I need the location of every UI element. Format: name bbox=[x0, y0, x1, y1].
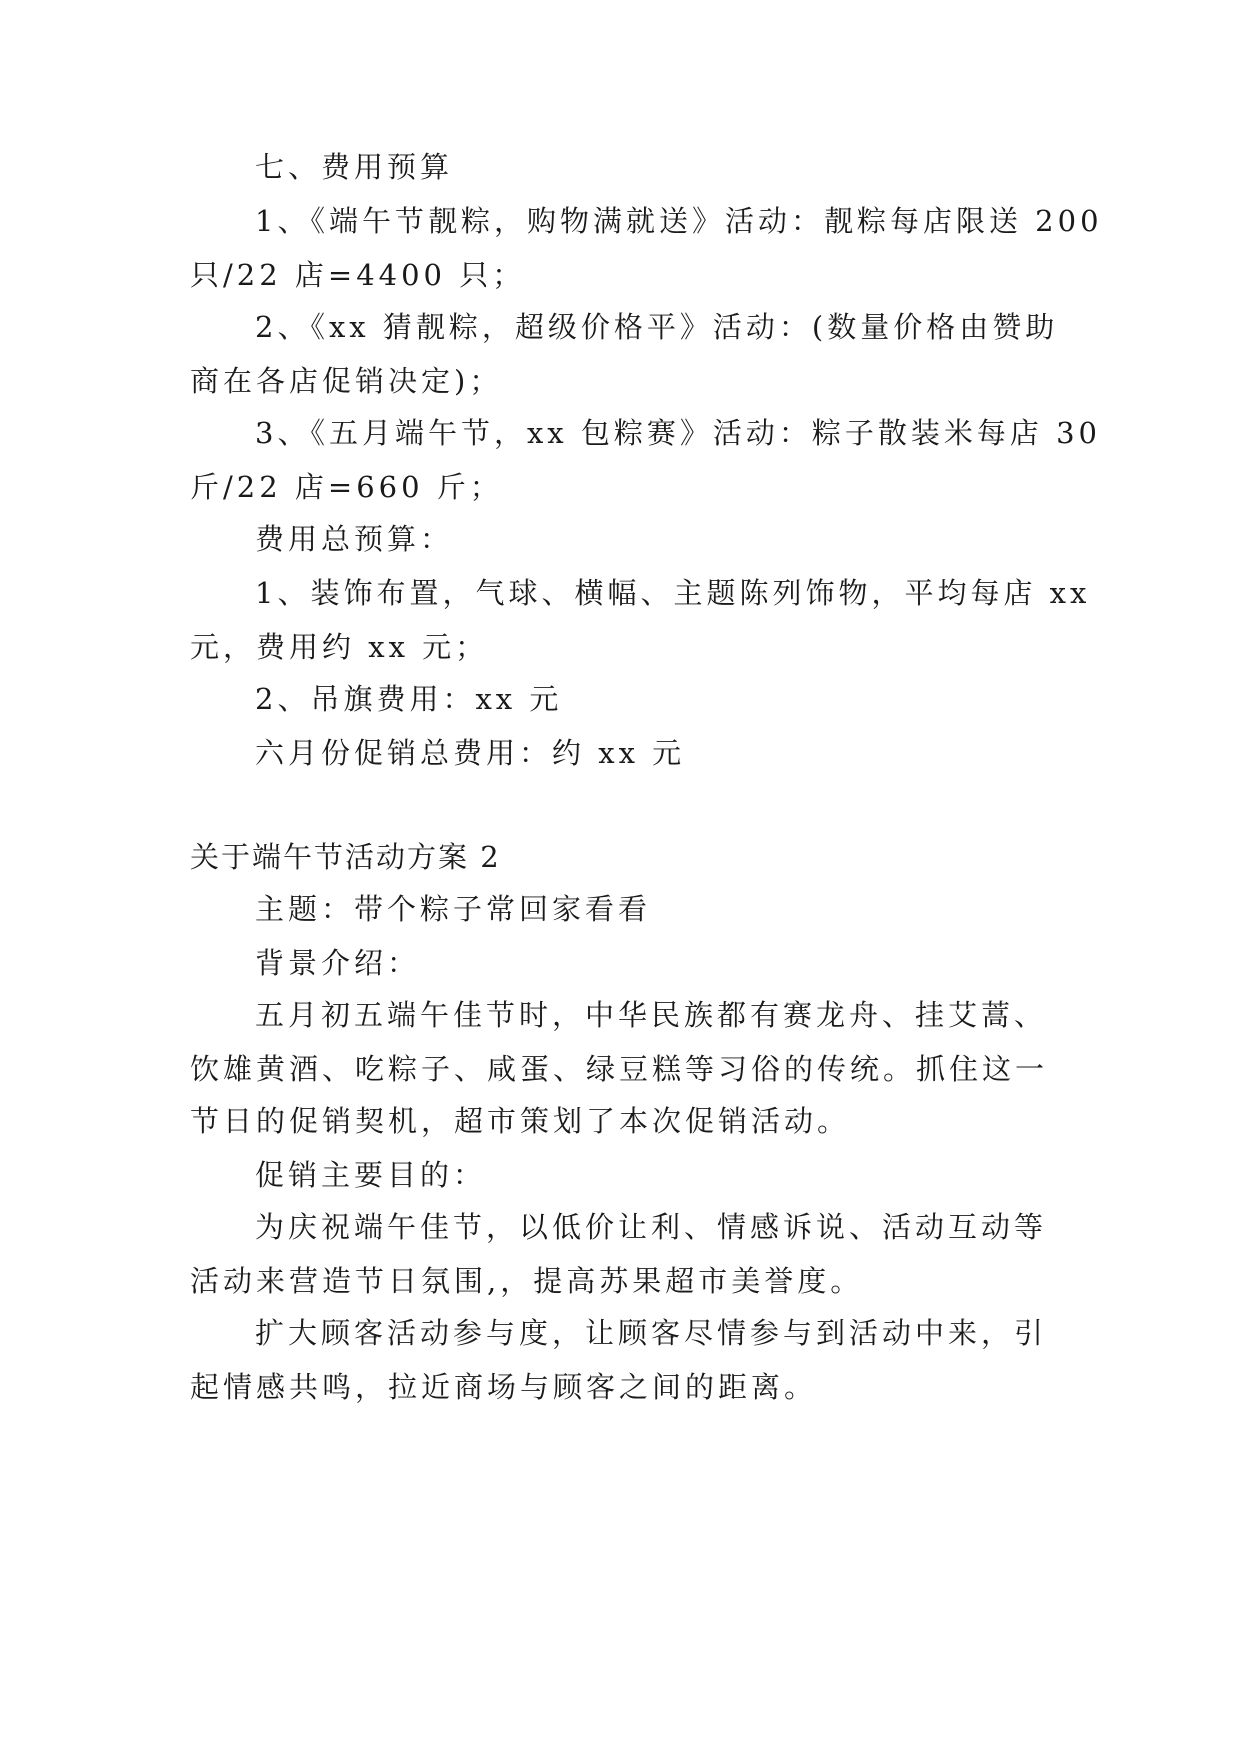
budget-item-1-line-2: 只/22 店=4400 只； bbox=[190, 258, 526, 292]
section-heading-budget: 七、费用预算 bbox=[255, 150, 454, 184]
purpose-2-line-2: 起情感共鸣，拉近商场与顾客之间的距离。 bbox=[190, 1370, 818, 1404]
cost-item-1-line-2: 元，费用约 xx 元； bbox=[190, 630, 489, 664]
purpose-1-line-2: 活动来营造节日氛围,，提高苏果超市美誉度。 bbox=[190, 1264, 864, 1298]
purpose-heading: 促销主要目的： bbox=[255, 1158, 487, 1192]
background-line-2: 饮雄黄酒、吃粽子、咸蛋、绿豆糕等习俗的传统。抓住这一 bbox=[190, 1052, 1049, 1086]
budget-item-3-line-1: 3、《五月端午节，xx 包粽赛》活动：粽子散装米每店 30 bbox=[255, 416, 1101, 450]
purpose-1-line-1: 为庆祝端午佳节，以低价让利、情感诉说、活动互动等 bbox=[255, 1210, 1048, 1244]
cost-item-1-line-1: 1、装饰布置，气球、横幅、主题陈列饰物，平均每店 xx bbox=[255, 576, 1091, 610]
background-line-3: 节日的促销契机，超市策划了本次促销活动。 bbox=[190, 1104, 851, 1138]
plan-2-theme: 主题：带个粽子常回家看看 bbox=[255, 892, 652, 926]
budget-item-3-line-2: 斤/22 店=660 斤； bbox=[190, 470, 503, 504]
purpose-2-line-1: 扩大顾客活动参与度，让顾客尽情参与到活动中来，引 bbox=[255, 1316, 1048, 1350]
cost-item-2: 2、吊旗费用：xx 元 bbox=[255, 682, 563, 716]
background-line-1: 五月初五端午佳节时，中华民族都有赛龙舟、挂艾蒿、 bbox=[255, 998, 1048, 1032]
june-total-cost: 六月份促销总费用：约 xx 元 bbox=[255, 736, 686, 770]
budget-item-1-line-1: 1、《端午节靓粽，购物满就送》活动：靓粽每店限送 200 bbox=[255, 204, 1103, 238]
plan-2-title: 关于端午节活动方案 2 bbox=[190, 840, 501, 874]
budget-item-2-line-2: 商在各店促销决定)； bbox=[190, 364, 503, 398]
background-heading: 背景介绍： bbox=[255, 946, 421, 980]
total-budget-heading: 费用总预算： bbox=[255, 522, 454, 556]
budget-item-2-line-1: 2、《xx 猜靓粽，超级价格平》活动：(数量价格由赞助 bbox=[255, 310, 1059, 344]
